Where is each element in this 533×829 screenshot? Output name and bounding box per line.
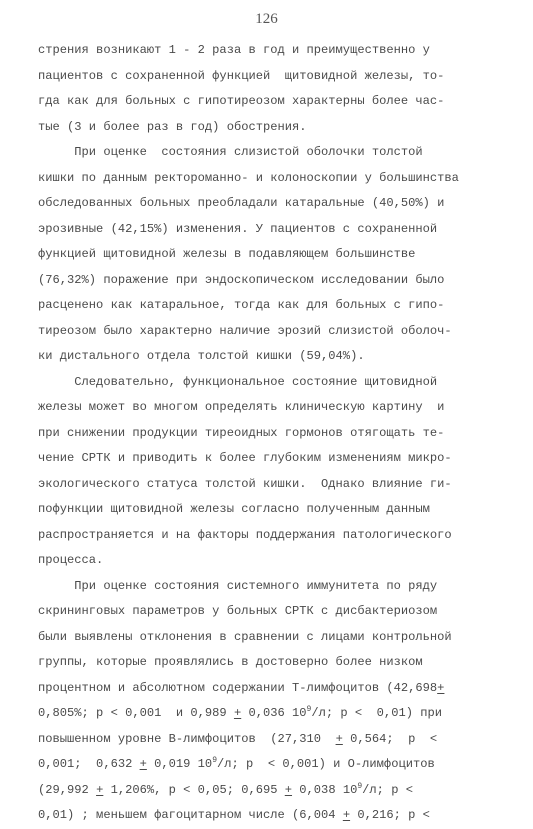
text-line: процесса. [38, 553, 104, 567]
text-line: функцией щитовидной железы в подавляющем большинстве [38, 247, 416, 261]
text-line: (76,32%) поражение при эндоскопическом исследовании было [38, 272, 445, 287]
text-line: тиреозом было характерно наличие эрозий слизистой оболоч- [38, 323, 452, 338]
text-line: гда как для больных с гипотиреозом характерны более час- [38, 94, 445, 108]
text-line: экологического статуса толстой кишки. Однако влияние ги- [38, 476, 452, 491]
text-line: стрения возникают 1 - 2 раза в год и преимущественно у [38, 43, 430, 57]
text-line: пофункции щитовидной железы согласно полученным данным [38, 502, 430, 516]
document-body [38, 38, 514, 829]
text-line: При оценке состояния слизистой оболочки толстой [38, 145, 423, 159]
exponent: 9 [212, 755, 218, 765]
text-line: При оценке состояния системного иммунитета по ряду [38, 578, 438, 593]
text-line: 0,805%; p < 0,001 и 0,989 + 0,036 $10^9/л$; p < 0,01) при [38, 704, 442, 720]
plus-minus-sign: + [335, 731, 343, 746]
text-line: 0,001; 0,632 + 0,019 $10^9/л$; p < 0,001) и О-лимфоцитов [38, 755, 435, 771]
text-line: были выявлены отклонения в сравнении с лицами контрольной [38, 629, 452, 644]
page-number: 126 [255, 11, 278, 27]
plus-minus-sign: + [96, 782, 104, 797]
text-line: (29,992 + 1,206%, p < 0,05; 0,695 + 0,038 $10^9/л$; p < [38, 781, 413, 797]
exponent: 9 [306, 704, 312, 714]
text-line: ки дистального отдела толстой кишки (59,04%). [38, 349, 365, 363]
exponent: 9 [357, 781, 363, 791]
text-line: расценено как катаральное, тогда как для больных с гипо- [38, 298, 445, 312]
text-line: скрининговых параметров у больных СРТК с дисбактериозом [38, 604, 438, 618]
plus-minus-sign: + [284, 782, 293, 797]
text-line: повышенном уровне В-лимфоцитов (27,310 + 0,564; p < [38, 731, 438, 746]
text-line: пациентов с сохраненной функцией щитовидной железы, то- [38, 68, 445, 83]
plus-minus-sign: + [233, 706, 242, 720]
plus-minus-sign: + [437, 680, 445, 695]
text-line: чение СРТК и приводить к более глубоким изменениям микро- [38, 451, 452, 465]
text-line: распространяется и на факторы поддержания патологического [38, 527, 452, 542]
text-line: обследованных больных преобладали катаральные (40,50%) и [38, 196, 445, 210]
text-line: тые (3 и более раз в год) обострения. [38, 119, 307, 134]
text-line: при снижении продукции тиреоидных гормонов отягощать те- [38, 425, 445, 440]
text-line: процентном и абсолютном содержании Т-лимфоцитов (42,698+ [38, 680, 445, 695]
text-line: железы может во многом определять клиническую картину и [38, 400, 445, 414]
text-line: 0,01) ; меньшем фагоцитарном числе (6,004 + 0,216; p < [38, 808, 430, 822]
text-line: кишки по данным ректороманно- и колоноскопии у большинства [38, 170, 459, 185]
plus-minus-sign: + [139, 757, 147, 771]
text-line: группы, которые проявлялись в достоверно более низком [38, 655, 423, 669]
plus-minus-sign: + [342, 808, 351, 822]
text-line: Следовательно, функциональное состояние щитовидной [38, 374, 438, 389]
text-line: эрозивные (42,15%) изменения. У пациентов с сохраненной [38, 221, 438, 236]
